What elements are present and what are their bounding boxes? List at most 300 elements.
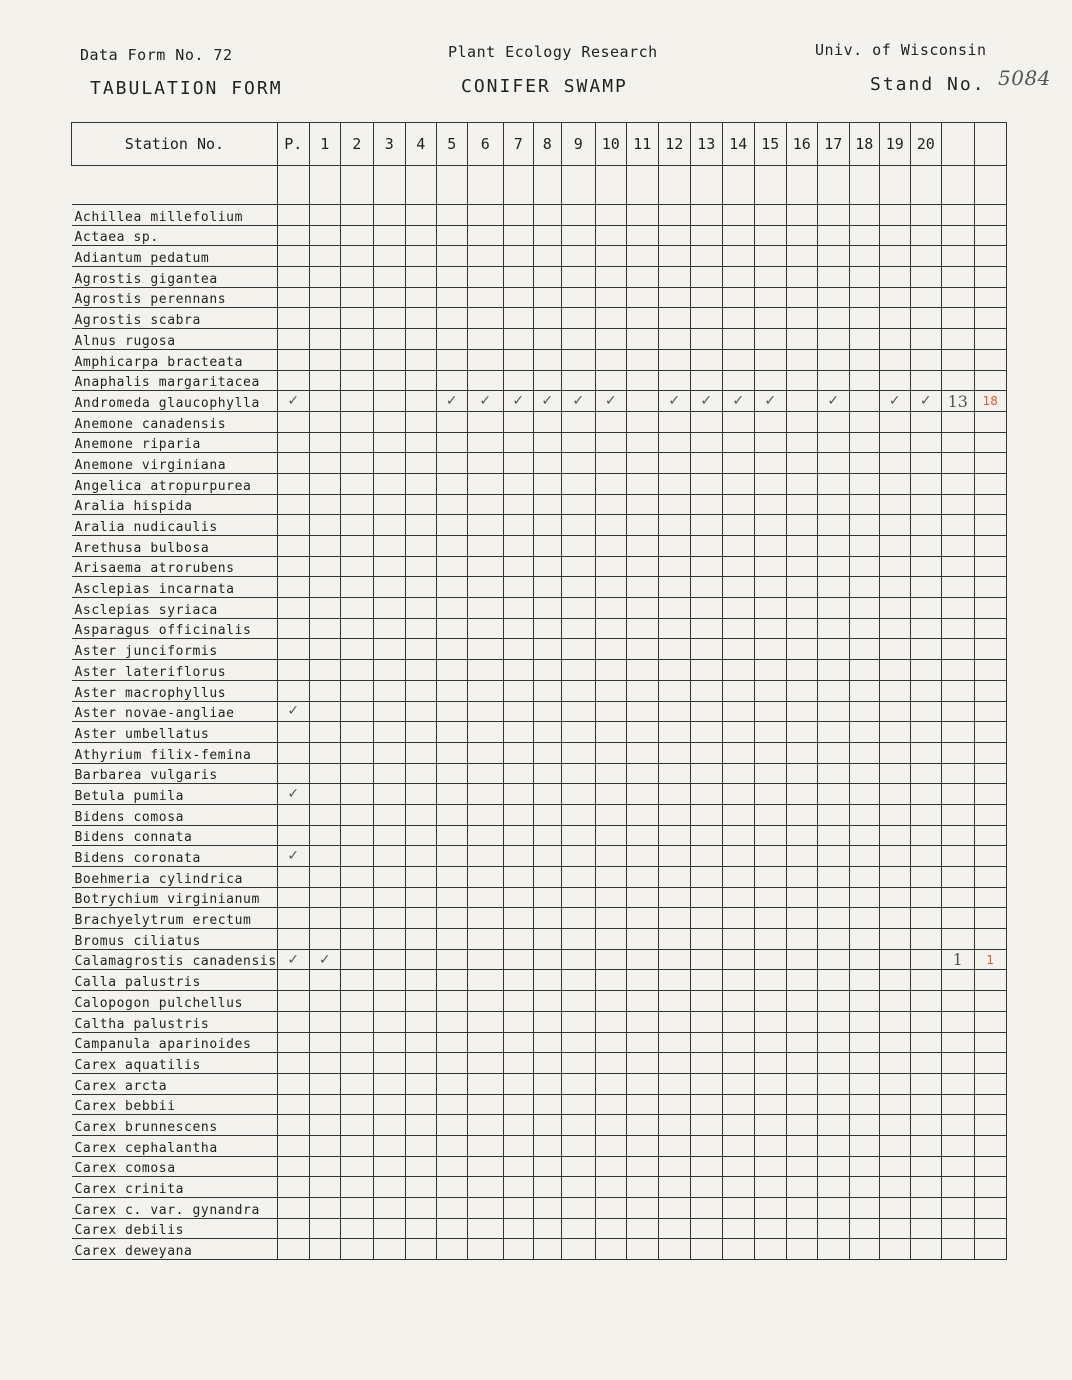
grid-cell bbox=[626, 867, 658, 888]
grid-cell bbox=[309, 494, 340, 515]
grid-cell bbox=[754, 660, 786, 681]
grid-cell bbox=[879, 680, 910, 701]
grid-cell bbox=[533, 287, 561, 308]
grid-cell bbox=[405, 370, 436, 391]
grid-cell bbox=[309, 391, 340, 412]
grid-cell bbox=[658, 701, 690, 722]
count-red: 1 bbox=[974, 949, 1006, 970]
species-name: Anemone virginiana bbox=[72, 453, 278, 474]
grid-cell bbox=[910, 349, 941, 370]
grid-cell bbox=[503, 1218, 533, 1239]
grid-cell bbox=[503, 432, 533, 453]
grid-cell bbox=[340, 1032, 373, 1053]
grid-cell bbox=[626, 618, 658, 639]
grid-cell bbox=[658, 1135, 690, 1156]
grid-cell bbox=[658, 1218, 690, 1239]
grid-cell bbox=[340, 287, 373, 308]
grid-cell bbox=[436, 1198, 467, 1219]
grid-cell bbox=[658, 453, 690, 474]
grid-cell bbox=[626, 370, 658, 391]
grid-cell bbox=[561, 556, 595, 577]
grid-cell bbox=[974, 370, 1006, 391]
grid-cell bbox=[503, 846, 533, 867]
species-row bbox=[72, 660, 1007, 681]
grid-cell bbox=[910, 970, 941, 991]
grid-cell bbox=[690, 929, 722, 950]
grid-cell bbox=[503, 329, 533, 350]
grid-cell bbox=[941, 453, 974, 474]
grid-cell bbox=[533, 1218, 561, 1239]
grid-cell bbox=[595, 329, 626, 350]
grid-cell bbox=[754, 1177, 786, 1198]
grid-cell bbox=[849, 598, 879, 619]
grid-cell bbox=[436, 825, 467, 846]
grid-cell bbox=[340, 867, 373, 888]
grid-cell bbox=[309, 742, 340, 763]
grid-cell bbox=[690, 453, 722, 474]
grid-cell bbox=[277, 473, 309, 494]
species-row bbox=[72, 308, 1007, 329]
grid-cell bbox=[754, 1053, 786, 1074]
grid-cell bbox=[690, 618, 722, 639]
grid-cell bbox=[786, 639, 817, 660]
check-mark: ✓ bbox=[277, 784, 309, 805]
grid-cell bbox=[626, 784, 658, 805]
station-col-header: 16 bbox=[786, 123, 817, 166]
grid-cell bbox=[974, 598, 1006, 619]
grid-cell bbox=[754, 370, 786, 391]
species-name: Bidens comosa bbox=[72, 804, 278, 825]
grid-cell bbox=[533, 1053, 561, 1074]
species-row bbox=[72, 453, 1007, 474]
grid-cell bbox=[722, 742, 754, 763]
grid-cell bbox=[690, 329, 722, 350]
grid-cell bbox=[595, 1198, 626, 1219]
grid-cell bbox=[754, 287, 786, 308]
grid-cell bbox=[595, 639, 626, 660]
grid-cell bbox=[974, 329, 1006, 350]
grid-cell bbox=[309, 660, 340, 681]
grid-cell bbox=[533, 722, 561, 743]
grid-cell bbox=[561, 763, 595, 784]
species-row bbox=[72, 1094, 1007, 1115]
grid-cell bbox=[658, 1156, 690, 1177]
grid-cell bbox=[879, 473, 910, 494]
species-row bbox=[72, 577, 1007, 598]
grid-cell bbox=[373, 267, 405, 288]
grid-cell bbox=[373, 1094, 405, 1115]
grid-cell bbox=[626, 556, 658, 577]
grid-cell bbox=[754, 1094, 786, 1115]
grid-cell bbox=[309, 370, 340, 391]
grid-cell bbox=[595, 556, 626, 577]
grid-cell bbox=[849, 1053, 879, 1074]
grid-cell bbox=[561, 784, 595, 805]
grid-cell bbox=[754, 1115, 786, 1136]
grid-cell bbox=[436, 639, 467, 660]
grid-cell bbox=[910, 784, 941, 805]
grid-cell bbox=[849, 763, 879, 784]
grid-cell bbox=[849, 825, 879, 846]
grid-cell bbox=[786, 701, 817, 722]
grid-cell bbox=[974, 1156, 1006, 1177]
grid-cell bbox=[533, 991, 561, 1012]
grid-cell bbox=[467, 1053, 503, 1074]
grid-cell bbox=[690, 1073, 722, 1094]
grid-cell bbox=[503, 1032, 533, 1053]
grid-cell bbox=[941, 887, 974, 908]
species-name: Anemone riparia bbox=[72, 432, 278, 453]
grid-cell bbox=[405, 391, 436, 412]
grid-cell bbox=[561, 494, 595, 515]
grid-cell bbox=[910, 598, 941, 619]
grid-cell bbox=[690, 1239, 722, 1260]
grid-cell bbox=[817, 287, 849, 308]
grid-cell bbox=[309, 618, 340, 639]
grid-cell bbox=[309, 598, 340, 619]
grid-cell bbox=[722, 804, 754, 825]
grid-cell bbox=[340, 329, 373, 350]
grid-cell bbox=[690, 867, 722, 888]
grid-cell bbox=[595, 1032, 626, 1053]
grid-cell bbox=[786, 1198, 817, 1219]
grid-cell bbox=[786, 784, 817, 805]
grid-cell bbox=[722, 1094, 754, 1115]
grid-cell bbox=[373, 867, 405, 888]
grid-cell bbox=[974, 1073, 1006, 1094]
grid-cell bbox=[722, 536, 754, 557]
species-name: Betula pumila bbox=[72, 784, 278, 805]
grid-cell bbox=[467, 618, 503, 639]
grid-cell bbox=[626, 1094, 658, 1115]
grid-cell bbox=[309, 556, 340, 577]
grid-cell bbox=[974, 1135, 1006, 1156]
grid-cell bbox=[467, 804, 503, 825]
grid-cell bbox=[503, 473, 533, 494]
grid-cell bbox=[754, 1032, 786, 1053]
species-name: Athyrium filix-femina bbox=[72, 742, 278, 763]
grid-cell bbox=[722, 908, 754, 929]
grid-cell bbox=[817, 1198, 849, 1219]
station-col-header: 14 bbox=[722, 123, 754, 166]
species-row bbox=[72, 1198, 1007, 1219]
grid-cell bbox=[277, 494, 309, 515]
grid-cell bbox=[405, 267, 436, 288]
grid-cell bbox=[849, 722, 879, 743]
grid-cell bbox=[277, 1073, 309, 1094]
grid-cell bbox=[974, 515, 1006, 536]
grid-cell bbox=[910, 991, 941, 1012]
grid-cell bbox=[467, 722, 503, 743]
grid-cell bbox=[974, 453, 1006, 474]
grid-cell bbox=[722, 1198, 754, 1219]
grid-cell bbox=[626, 577, 658, 598]
grid-cell bbox=[467, 660, 503, 681]
grid-cell bbox=[340, 887, 373, 908]
grid-cell bbox=[561, 618, 595, 639]
grid-cell bbox=[503, 970, 533, 991]
grid-cell bbox=[849, 225, 879, 246]
grid-cell bbox=[340, 515, 373, 536]
grid-cell bbox=[436, 329, 467, 350]
grid-cell bbox=[277, 1032, 309, 1053]
species-name: Boehmeria cylindrica bbox=[72, 867, 278, 888]
grid-cell bbox=[658, 991, 690, 1012]
grid-cell bbox=[561, 329, 595, 350]
check-mark: ✓ bbox=[467, 391, 503, 412]
grid-cell bbox=[626, 1053, 658, 1074]
grid-cell bbox=[467, 1156, 503, 1177]
station-col-header: 8 bbox=[533, 123, 561, 166]
grid-cell bbox=[817, 825, 849, 846]
grid-cell bbox=[754, 598, 786, 619]
station-col-header: 13 bbox=[690, 123, 722, 166]
grid-cell bbox=[941, 1115, 974, 1136]
grid-cell bbox=[309, 1115, 340, 1136]
species-name: Asclepias syriaca bbox=[72, 598, 278, 619]
grid-cell bbox=[849, 949, 879, 970]
grid-cell bbox=[786, 432, 817, 453]
grid-cell bbox=[467, 929, 503, 950]
grid-cell bbox=[405, 515, 436, 536]
grid-cell bbox=[910, 949, 941, 970]
grid-cell bbox=[658, 784, 690, 805]
grid-cell bbox=[561, 929, 595, 950]
grid-cell bbox=[690, 1156, 722, 1177]
grid-cell bbox=[436, 784, 467, 805]
grid-cell bbox=[974, 432, 1006, 453]
grid-cell bbox=[503, 267, 533, 288]
grid-cell bbox=[879, 1073, 910, 1094]
grid-cell bbox=[277, 680, 309, 701]
grid-cell bbox=[722, 432, 754, 453]
grid-cell bbox=[405, 722, 436, 743]
grid-cell bbox=[533, 784, 561, 805]
grid-cell bbox=[941, 639, 974, 660]
grid-cell bbox=[849, 329, 879, 350]
grid-cell bbox=[405, 825, 436, 846]
species-row bbox=[72, 1011, 1007, 1032]
grid-cell bbox=[974, 929, 1006, 950]
grid-cell bbox=[561, 846, 595, 867]
grid-cell bbox=[974, 494, 1006, 515]
grid-cell bbox=[503, 205, 533, 226]
grid-cell bbox=[503, 618, 533, 639]
grid-cell bbox=[974, 1011, 1006, 1032]
grid-cell bbox=[340, 225, 373, 246]
grid-cell bbox=[910, 577, 941, 598]
grid-cell bbox=[690, 784, 722, 805]
grid-cell bbox=[533, 887, 561, 908]
form-title: TABULATION FORM bbox=[90, 78, 283, 99]
grid-cell bbox=[436, 577, 467, 598]
species-name: Carex debilis bbox=[72, 1218, 278, 1239]
grid-cell bbox=[533, 618, 561, 639]
grid-cell bbox=[974, 1218, 1006, 1239]
grid-cell bbox=[467, 494, 503, 515]
grid-cell bbox=[754, 267, 786, 288]
grid-cell bbox=[974, 618, 1006, 639]
grid-cell bbox=[849, 970, 879, 991]
grid-cell bbox=[910, 308, 941, 329]
grid-cell bbox=[786, 1177, 817, 1198]
grid-cell bbox=[658, 949, 690, 970]
organization: Plant Ecology Research bbox=[448, 43, 658, 61]
grid-cell bbox=[722, 701, 754, 722]
grid-cell bbox=[658, 577, 690, 598]
grid-cell bbox=[658, 1177, 690, 1198]
count-cell: 13 bbox=[941, 391, 974, 412]
grid-cell bbox=[786, 929, 817, 950]
grid-cell bbox=[277, 970, 309, 991]
check-mark: ✓ bbox=[879, 391, 910, 412]
grid-cell bbox=[626, 908, 658, 929]
grid-cell bbox=[340, 1218, 373, 1239]
grid-cell bbox=[467, 556, 503, 577]
grid-cell bbox=[690, 1011, 722, 1032]
grid-cell bbox=[405, 887, 436, 908]
grid-cell bbox=[879, 618, 910, 639]
grid-cell bbox=[817, 660, 849, 681]
grid-cell bbox=[786, 287, 817, 308]
grid-cell bbox=[533, 556, 561, 577]
grid-cell bbox=[626, 763, 658, 784]
grid-cell bbox=[467, 970, 503, 991]
grid-cell bbox=[849, 370, 879, 391]
grid-cell bbox=[595, 680, 626, 701]
grid-cell bbox=[817, 577, 849, 598]
grid-cell bbox=[373, 1073, 405, 1094]
grid-cell bbox=[974, 1239, 1006, 1260]
grid-cell bbox=[658, 556, 690, 577]
species-row bbox=[72, 1177, 1007, 1198]
grid-cell bbox=[595, 970, 626, 991]
grid-cell bbox=[595, 1053, 626, 1074]
grid-cell bbox=[817, 246, 849, 267]
grid-cell bbox=[503, 991, 533, 1012]
grid-cell bbox=[467, 908, 503, 929]
grid-cell bbox=[786, 1011, 817, 1032]
grid-cell bbox=[277, 205, 309, 226]
grid-cell bbox=[658, 1053, 690, 1074]
grid-cell bbox=[754, 536, 786, 557]
grid-cell bbox=[436, 1011, 467, 1032]
species-row bbox=[72, 804, 1007, 825]
grid-cell bbox=[910, 1115, 941, 1136]
grid-cell bbox=[817, 908, 849, 929]
grid-cell bbox=[436, 432, 467, 453]
check-mark: ✓ bbox=[277, 846, 309, 867]
grid-cell bbox=[941, 1239, 974, 1260]
grid-cell bbox=[561, 991, 595, 1012]
grid-cell bbox=[595, 763, 626, 784]
grid-cell bbox=[561, 970, 595, 991]
grid-cell bbox=[503, 1011, 533, 1032]
grid-cell bbox=[910, 473, 941, 494]
grid-cell bbox=[722, 246, 754, 267]
grid-cell bbox=[786, 246, 817, 267]
grid-cell bbox=[658, 473, 690, 494]
grid-cell bbox=[626, 1198, 658, 1219]
grid-cell bbox=[405, 453, 436, 474]
grid-cell bbox=[879, 1239, 910, 1260]
grid-cell bbox=[849, 1094, 879, 1115]
grid-cell bbox=[436, 494, 467, 515]
grid-cell bbox=[503, 949, 533, 970]
grid-cell bbox=[340, 742, 373, 763]
species-name: Aster lateriflorus bbox=[72, 660, 278, 681]
check-mark: ✓ bbox=[910, 391, 941, 412]
grid-cell bbox=[373, 577, 405, 598]
grid-cell bbox=[277, 246, 309, 267]
grid-cell bbox=[974, 763, 1006, 784]
blank-cell bbox=[533, 166, 561, 205]
grid-cell bbox=[879, 308, 910, 329]
grid-cell bbox=[690, 949, 722, 970]
grid-cell bbox=[786, 494, 817, 515]
grid-cell bbox=[941, 205, 974, 226]
grid-cell bbox=[436, 929, 467, 950]
grid-cell bbox=[786, 556, 817, 577]
grid-cell bbox=[786, 763, 817, 784]
grid-cell bbox=[436, 701, 467, 722]
grid-cell bbox=[503, 1156, 533, 1177]
grid-cell bbox=[467, 1135, 503, 1156]
grid-cell bbox=[309, 1073, 340, 1094]
grid-cell bbox=[722, 577, 754, 598]
grid-cell bbox=[626, 1032, 658, 1053]
grid-cell bbox=[533, 1032, 561, 1053]
grid-cell bbox=[941, 660, 974, 681]
grid-cell bbox=[309, 1156, 340, 1177]
grid-cell bbox=[658, 742, 690, 763]
grid-cell bbox=[754, 329, 786, 350]
grid-cell bbox=[467, 1032, 503, 1053]
grid-cell bbox=[595, 825, 626, 846]
grid-cell bbox=[879, 742, 910, 763]
grid-cell bbox=[974, 556, 1006, 577]
grid-cell bbox=[277, 598, 309, 619]
grid-cell bbox=[658, 1239, 690, 1260]
grid-cell bbox=[754, 453, 786, 474]
grid-cell bbox=[340, 784, 373, 805]
grid-cell bbox=[974, 536, 1006, 557]
grid-cell bbox=[626, 1177, 658, 1198]
blank-cell bbox=[658, 166, 690, 205]
grid-cell bbox=[309, 1011, 340, 1032]
grid-cell bbox=[405, 598, 436, 619]
species-name: Carex deweyana bbox=[72, 1239, 278, 1260]
grid-cell bbox=[340, 991, 373, 1012]
species-name: Calla palustris bbox=[72, 970, 278, 991]
grid-cell bbox=[910, 804, 941, 825]
grid-cell bbox=[309, 577, 340, 598]
grid-cell bbox=[340, 1198, 373, 1219]
grid-cell bbox=[277, 536, 309, 557]
grid-cell bbox=[941, 246, 974, 267]
grid-cell bbox=[373, 991, 405, 1012]
grid-cell bbox=[626, 991, 658, 1012]
grid-cell bbox=[879, 991, 910, 1012]
species-name: Amphicarpa bracteata bbox=[72, 349, 278, 370]
grid-cell bbox=[910, 370, 941, 391]
grid-cell bbox=[941, 556, 974, 577]
grid-cell bbox=[503, 453, 533, 474]
grid-cell bbox=[849, 494, 879, 515]
grid-cell bbox=[786, 205, 817, 226]
grid-cell bbox=[879, 1135, 910, 1156]
grid-cell bbox=[879, 825, 910, 846]
